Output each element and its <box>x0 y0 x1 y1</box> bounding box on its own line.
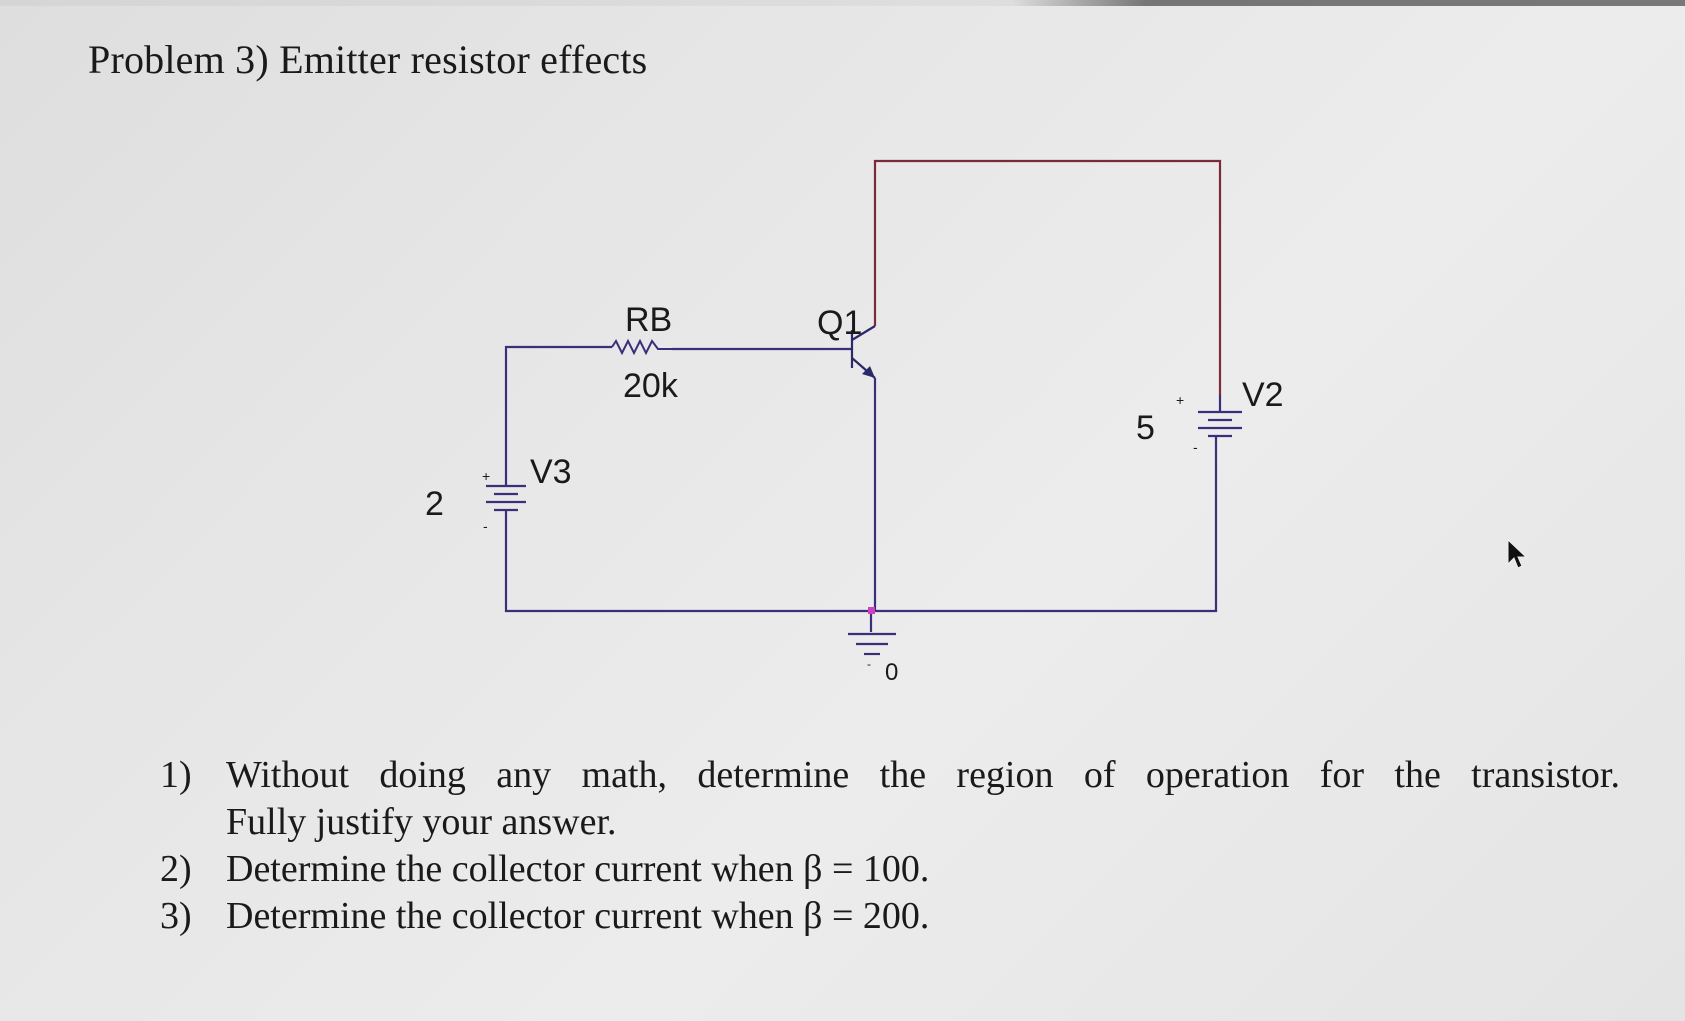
source-v3-minus-sign: - <box>483 518 488 534</box>
question-text: Determine the collector current when β = 100. <box>226 848 930 890</box>
wire-v3-bottom <box>506 465 1216 611</box>
transistor-name-label: Q1 <box>817 304 863 342</box>
source-v3-value-label: 2 <box>425 485 444 523</box>
resistor-name-label: RB <box>625 301 673 339</box>
source-v3-name-label: V3 <box>530 453 572 491</box>
wire-v3-to-rb <box>506 347 612 470</box>
question-number: 1) <box>160 754 192 796</box>
question-list <box>160 752 1620 940</box>
question-item <box>160 752 1620 846</box>
source-v3-plus-sign: + <box>482 468 491 484</box>
ground-symbol <box>848 634 896 654</box>
question-number: 3) <box>160 895 192 937</box>
source-v2-name-label: V2 <box>1242 376 1284 414</box>
source-v2-plus-sign: + <box>1176 392 1185 408</box>
ground-node-label: 0 <box>885 659 899 686</box>
battery-v2-symbol <box>1198 395 1242 465</box>
problem-title: Problem 3) Emitter resistor effects <box>88 37 648 82</box>
resistor-rb-symbol <box>612 341 672 353</box>
source-v2-minus-sign: - <box>1193 439 1198 455</box>
circuit-wires <box>506 161 1220 632</box>
source-v2-value-label: 5 <box>1136 409 1155 447</box>
question-line: Fully justify your answer. <box>226 801 617 843</box>
question-text: Determine the collector current when β = 200. <box>226 895 930 937</box>
question-line: Without doing any math, determine the region of operation for the transistor. <box>226 754 1620 796</box>
mouse-pointer-icon <box>1506 538 1530 572</box>
ground-minus-sign: - <box>867 657 871 671</box>
question-number: 2) <box>160 848 192 890</box>
ground-node-dot <box>868 607 875 614</box>
wire-collector-to-v2 <box>875 161 1220 395</box>
question-item <box>160 893 1620 940</box>
question-text <box>226 752 1620 846</box>
battery-v3-symbol <box>486 470 526 515</box>
question-item <box>160 846 1620 893</box>
resistor-value-label: 20k <box>623 367 678 405</box>
